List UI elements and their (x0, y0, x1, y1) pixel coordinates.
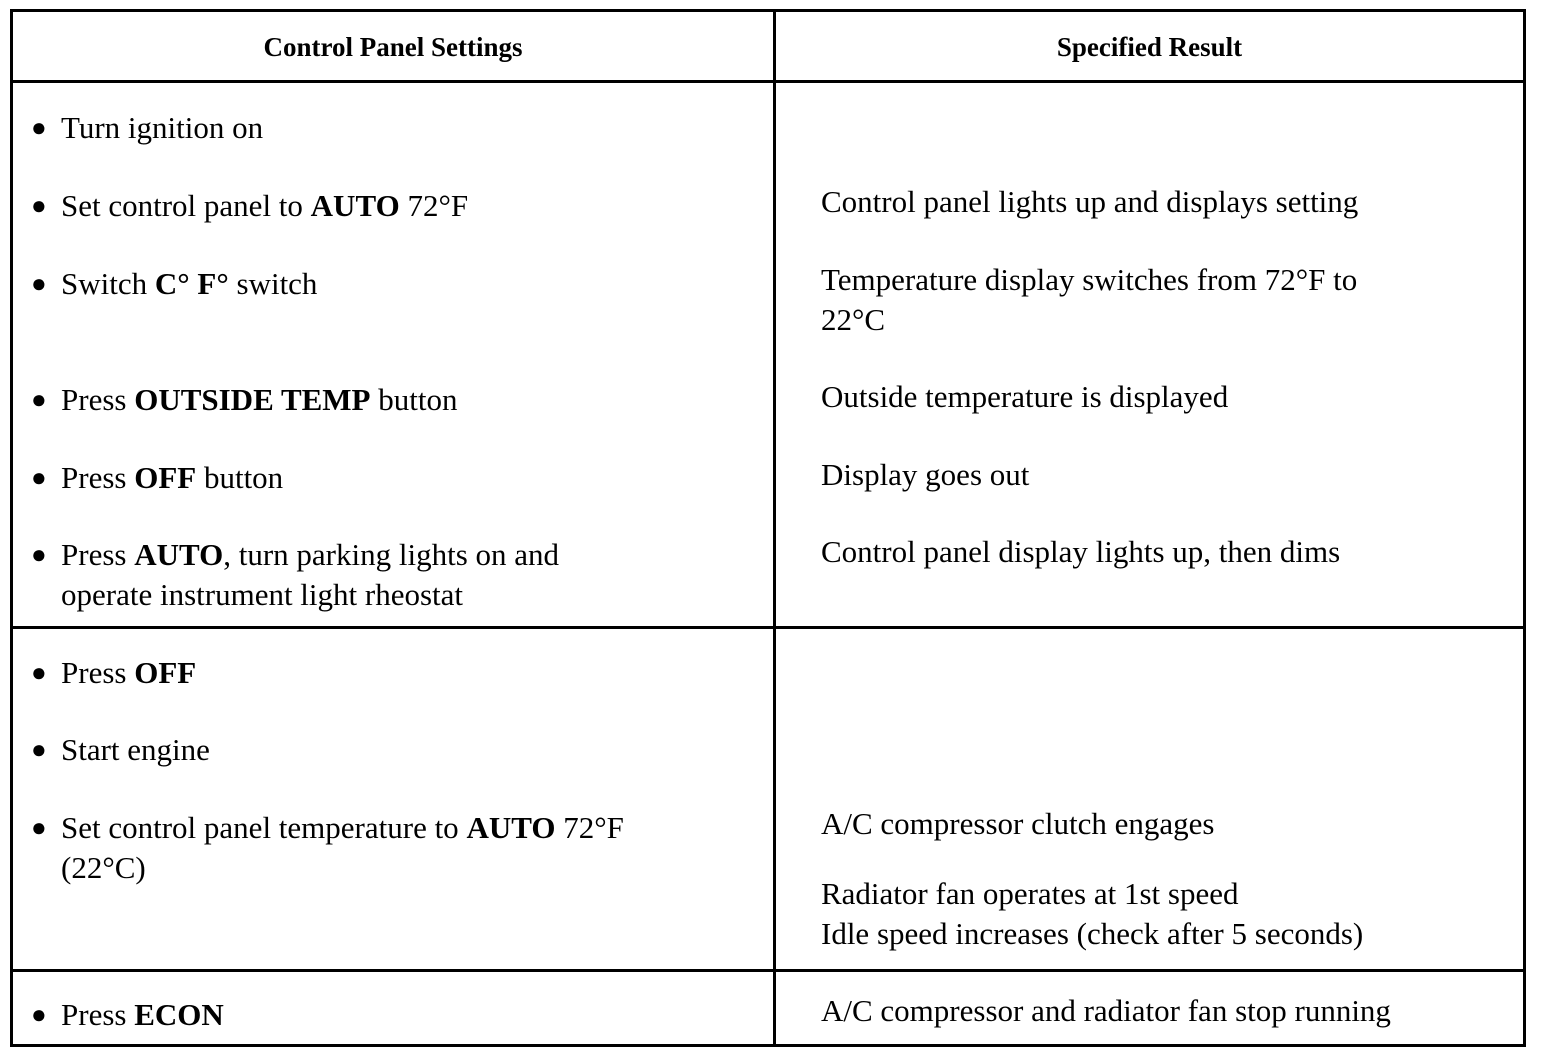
bullet-icon: ● (31, 735, 47, 764)
bullet-icon: ● (31, 463, 47, 492)
section-divider-2 (13, 969, 1523, 972)
settings-table (10, 9, 1526, 1047)
bullet-icon: ● (31, 113, 47, 142)
setting-press-outside-temp: ● Press OUTSIDE TEMP button (31, 380, 457, 420)
result-outside-temperature-displayed: Outside temperature is displayed (821, 379, 1229, 414)
bullet-icon: ● (31, 385, 47, 414)
result-control-panel-lights-up: Control panel lights up and displays setting (821, 184, 1359, 219)
section-divider-1 (13, 626, 1523, 629)
setting-set-temperature-auto-72f: ● Set control panel temperature to AUTO 72°F (22°C) (31, 808, 624, 888)
bullet-icon: ● (31, 1000, 47, 1029)
bullet-icon: ● (31, 191, 47, 220)
header-control-panel-settings: Control Panel Settings (263, 31, 523, 62)
bullet-icon: ● (31, 269, 47, 298)
result-compressor-and-fan-stop: A/C compressor and radiator fan stop running (821, 993, 1391, 1028)
result-radiator-fan-idle-speed: Radiator fan operates at 1st speed Idle speed increases (check after 5 seconds) (821, 876, 1364, 951)
setting-press-off: ● Press OFF (31, 653, 196, 693)
setting-switch-c-f: ● Switch C° F° switch (31, 264, 317, 304)
setting-start-engine: ● Start engine (31, 730, 210, 770)
result-display-lights-up-then-dims: Control panel display lights up, then dims (821, 534, 1341, 569)
header-specified-result: Specified Result (1056, 31, 1243, 62)
bullet-icon: ● (31, 540, 47, 569)
setting-press-econ: ● Press ECON (31, 995, 224, 1035)
bullet-icon: ● (31, 658, 47, 687)
setting-press-off-button: ● Press OFF button (31, 458, 283, 498)
setting-set-auto-72f: ● Set control panel to AUTO 72°F (31, 186, 468, 226)
result-display-goes-out: Display goes out (821, 457, 1030, 492)
setting-turn-ignition-on: ● Turn ignition on (31, 108, 263, 148)
result-ac-compressor-clutch-engages: A/C compressor clutch engages (821, 806, 1215, 841)
bullet-icon: ● (31, 813, 47, 842)
setting-press-auto-parking-lights: ● Press AUTO, turn parking lights on and operate instrument light rheostat (31, 535, 559, 615)
result-temperature-display-switches: Temperature display switches from 72°F to 22°C (821, 262, 1358, 337)
column-divider (773, 12, 776, 1044)
